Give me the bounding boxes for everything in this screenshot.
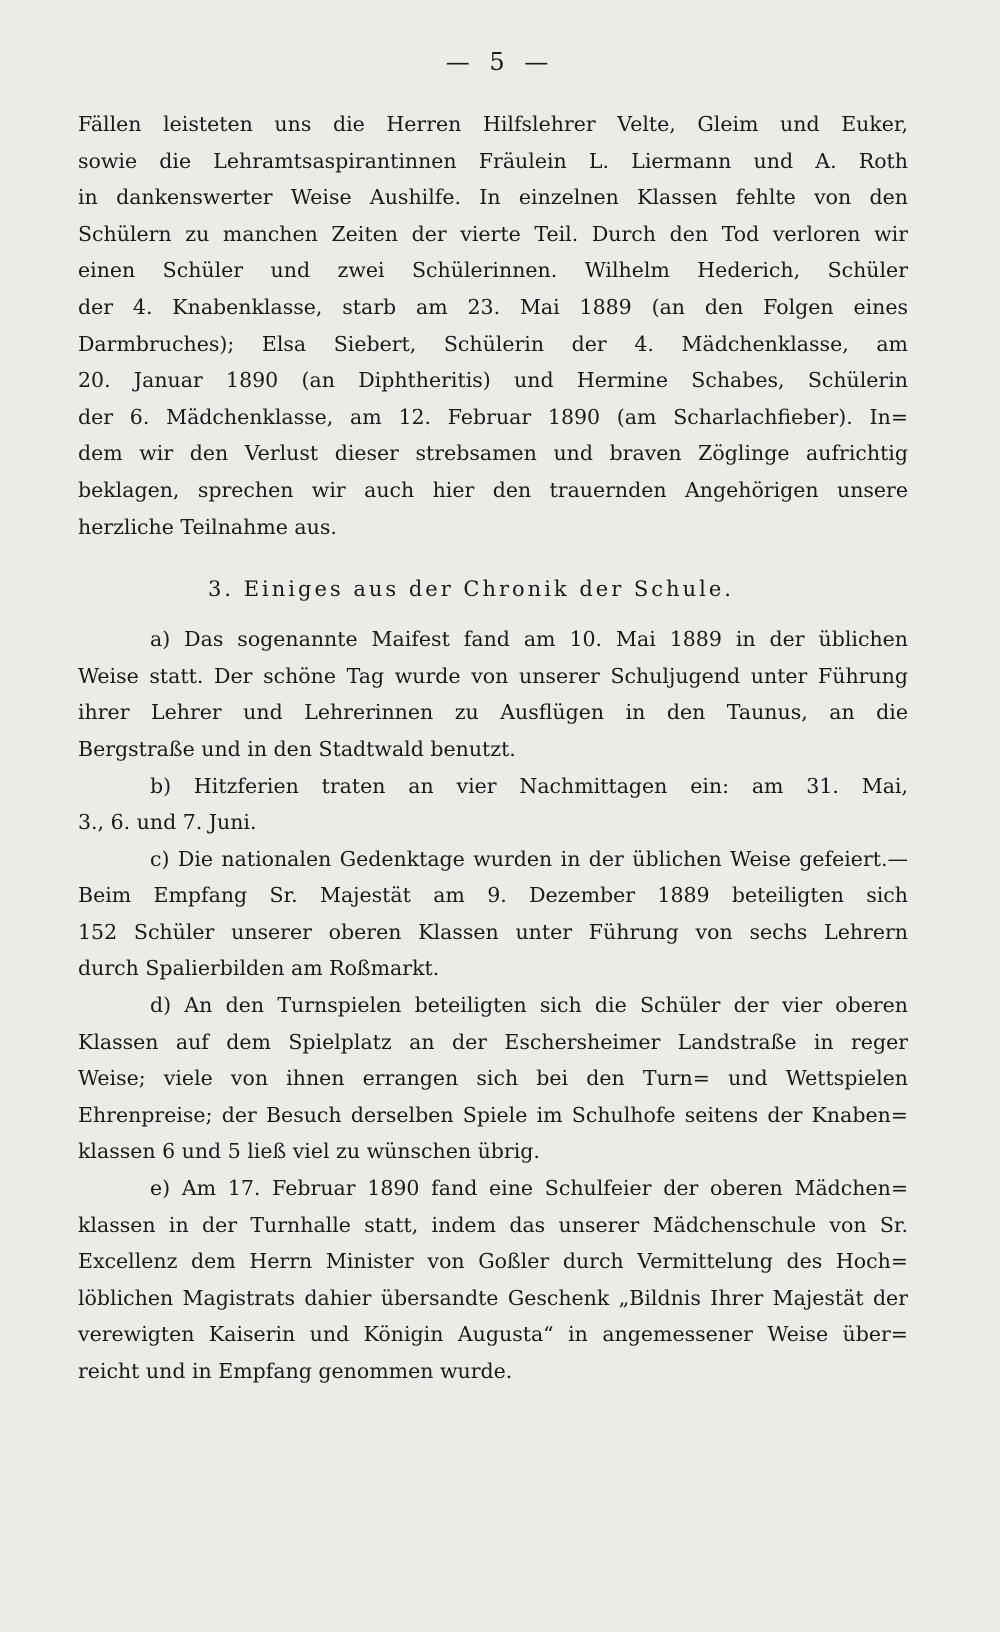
text-line: klassen 6 und 5 ließ viel zu wünschen übrig.	[78, 1139, 540, 1164]
paragraph-e-schulfeier	[78, 1170, 908, 1390]
paragraph-b-hitzferien	[78, 768, 908, 841]
text-line: herzliche Teilnahme aus.	[78, 514, 337, 539]
page-number: — 5 —	[445, 48, 555, 76]
paragraph-d-turnspiele	[78, 987, 908, 1170]
text-line: Klassen auf dem Spielplatz an der Eschersheimer Landstraße in reger	[78, 1029, 908, 1054]
text-line: 20. Januar 1890 (an Diphtheritis) und Hermine Schabes, Schülerin	[78, 368, 908, 393]
paragraph-a-maifest	[78, 621, 908, 767]
text-line: einen Schüler und zwei Schülerinnen. Wilhelm Hederich, Schüler	[78, 258, 908, 283]
text-line: der 4. Knabenklasse, starb am 23. Mai 1889 (an den Folgen eines	[78, 294, 908, 319]
text-line: Darmbruches); Elsa Siebert, Schülerin der 4. Mädchenklasse, am	[78, 331, 908, 356]
text-line: 152 Schüler unserer oberen Klassen unter Führung von sechs Lehrern	[78, 919, 908, 944]
text-line: c) Die nationalen Gedenktage wurden in der üblichen Weise gefeiert.—	[150, 846, 908, 871]
text-line: in dankenswerter Weise Aushilfe. In einzelnen Klassen fehlte von den	[78, 185, 908, 210]
text-line: reicht und in Empfang genommen wurde.	[78, 1359, 513, 1383]
text-line: b) Hitzferien traten an vier Nachmittagen ein: am 31. Mai,	[150, 773, 908, 798]
text-line: Schülern zu manchen Zeiten der vierte Teil. Durch den Tod verloren wir	[78, 221, 908, 246]
text-line: a) Das sogenannte Maifest fand am 10. Mai 1889 in der üblichen	[150, 627, 908, 652]
text-line: löblichen Magistrats dahier übersandte Geschenk „Bildnis Ihrer Majestät der	[78, 1285, 908, 1310]
text-line: ihrer Lehrer und Lehrerinnen zu Ausflügen in den Taunus, an die	[78, 700, 908, 725]
paragraph-c-gedenktage	[78, 841, 908, 987]
text-line: klassen in der Turnhalle statt, indem das unserer Mädchenschule von Sr.	[78, 1212, 908, 1237]
text-line: beklagen, sprechen wir auch hier den trauernden Angehörigen unsere	[78, 477, 908, 502]
text-line: Excellenz dem Herrn Minister von Goßler durch Vermittelung des Hoch=	[78, 1249, 908, 1274]
text-line: verewigten Kaiserin und Königin Augusta“ in angemessener Weise über=	[78, 1322, 908, 1347]
text-line: der 6. Mädchenklasse, am 12. Februar 1890 (am Scharlachfieber). In=	[78, 404, 908, 429]
body-text	[78, 106, 908, 1390]
text-line: durch Spalierbilden am Roßmarkt.	[78, 956, 440, 981]
text-line: e) Am 17. Februar 1890 fand eine Schulfeier der oberen Mädchen=	[150, 1176, 908, 1201]
text-line: d) An den Turnspielen beteiligten sich die Schüler der vier oberen	[150, 993, 908, 1018]
text-line: sowie die Lehramtsaspirantinnen Fräulein L. Liermann und A. Roth	[78, 148, 908, 173]
text-line: 3., 6. und 7. Juni.	[78, 810, 257, 835]
paragraph-staff-and-deaths	[78, 106, 908, 545]
section-heading-chronik: 3. Einiges aus der Chronik der Schule.	[208, 577, 734, 602]
text-line: Fällen leisteten uns die Herren Hilfslehrer Velte, Gleim und Euker,	[78, 112, 908, 136]
text-line: Ehrenpreise; der Besuch derselben Spiele im Schulhofe seitens der Knaben=	[78, 1102, 908, 1127]
text-line: Weise statt. Der schöne Tag wurde von unserer Schuljugend unter Führung	[78, 663, 908, 688]
text-line: Bergstraße und in den Stadtwald benutzt.	[78, 736, 516, 761]
text-line: Weise; viele von ihnen errangen sich bei den Turn= und Wettspielen	[78, 1066, 908, 1091]
text-line: dem wir den Verlust dieser strebsamen und braven Zöglinge aufrichtig	[78, 441, 908, 466]
text-line: Beim Empfang Sr. Majestät am 9. Dezember 1889 beteiligten sich	[78, 883, 908, 908]
